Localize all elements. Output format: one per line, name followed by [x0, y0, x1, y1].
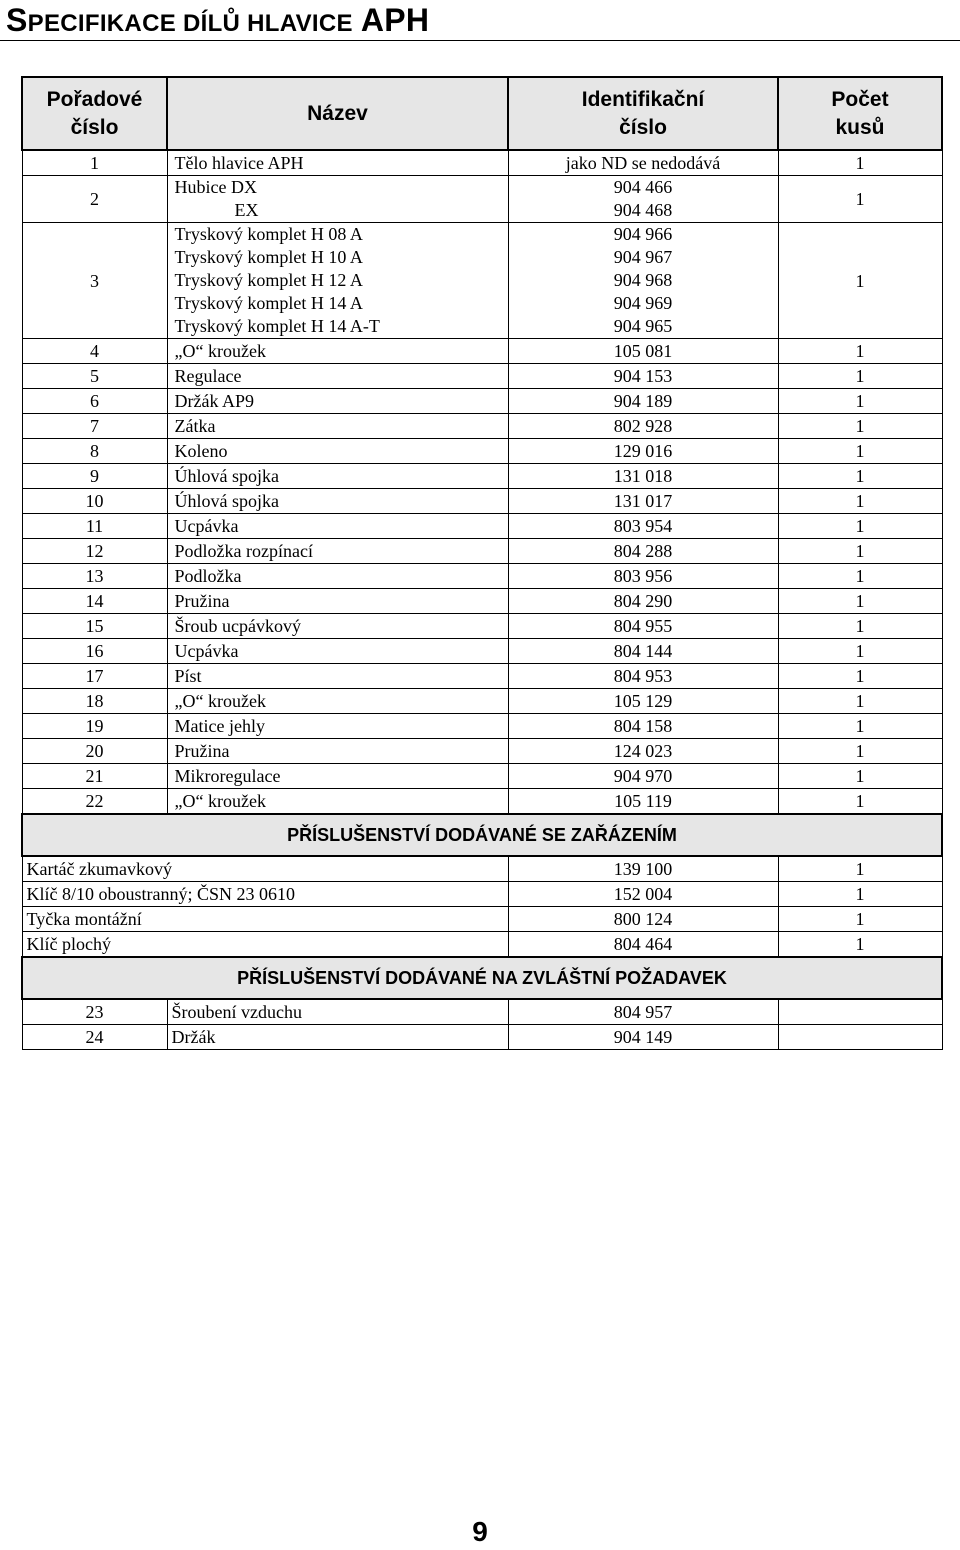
table-row: [22, 414, 942, 439]
row-qty: [778, 999, 942, 1025]
table-row: [22, 932, 942, 958]
row-number: 23: [22, 999, 167, 1025]
title-initial: S: [6, 2, 28, 38]
row-number: 5: [22, 364, 167, 389]
row-qty: 1: [778, 639, 942, 664]
table-row: [22, 764, 942, 789]
row-name: Podložka: [167, 564, 508, 589]
table-row: [22, 176, 942, 223]
row-qty: 1: [778, 150, 942, 176]
row-name: Šroubení vzduchu: [167, 999, 508, 1025]
row-qty: 1: [778, 539, 942, 564]
row-number: 20: [22, 739, 167, 764]
row-name: Koleno: [167, 439, 508, 464]
header-order-number: Pořadové číslo: [22, 77, 167, 150]
row-number: 19: [22, 714, 167, 739]
row-name: Zátka: [167, 414, 508, 439]
accessory-name: Klíč plochý: [22, 932, 508, 958]
accessory-name: Tyčka montážní: [22, 907, 508, 932]
page-number: 9: [472, 1516, 488, 1547]
row-id: 904 149: [508, 1025, 778, 1050]
table-row: [22, 150, 942, 176]
title-tail: APH: [360, 2, 430, 38]
row-id: 904 966 904 967 904 968 904 969 904 965: [508, 223, 778, 339]
row-number: 18: [22, 689, 167, 714]
table-row: [22, 589, 942, 614]
table-row: [22, 489, 942, 514]
table-header: [22, 77, 942, 150]
row-name: Pružina: [167, 739, 508, 764]
row-name: Šroub ucpávkový: [167, 614, 508, 639]
row-number: 24: [22, 1025, 167, 1050]
row-number: 11: [22, 514, 167, 539]
row-id: 904 466 904 468: [508, 176, 778, 223]
row-name: Ucpávka: [167, 514, 508, 539]
row-qty: 1: [778, 764, 942, 789]
row-id: 131 018: [508, 464, 778, 489]
row-name: Tryskový komplet H 08 A Tryskový komplet H 10 A Tryskový komplet H 12 A Tryskový komplet H 14 A Tryskový komplet H 14 A-T: [167, 223, 508, 339]
row-name: Úhlová spojka: [167, 489, 508, 514]
accessory-qty: 1: [778, 856, 942, 882]
row-number: 8: [22, 439, 167, 464]
table-row: [22, 614, 942, 639]
row-name: „O“ kroužek: [167, 689, 508, 714]
row-number: 15: [22, 614, 167, 639]
row-number: 1: [22, 150, 167, 176]
row-qty: [778, 1025, 942, 1050]
row-id: 105 119: [508, 789, 778, 815]
parts-table: [21, 76, 943, 1050]
table-row: [22, 1025, 942, 1050]
table-row: [22, 789, 942, 815]
row-id: 124 023: [508, 739, 778, 764]
row-name: „O“ kroužek: [167, 789, 508, 815]
accessory-name: Kartáč zkumavkový: [22, 856, 508, 882]
row-number: 22: [22, 789, 167, 815]
row-number: 7: [22, 414, 167, 439]
row-qty: 1: [778, 464, 942, 489]
table-row: [22, 907, 942, 932]
table-row: [22, 564, 942, 589]
row-qty: 1: [778, 614, 942, 639]
table-row: [22, 339, 942, 364]
title-rule: [0, 40, 960, 41]
row-number: 2: [22, 176, 167, 223]
row-qty: 1: [778, 489, 942, 514]
row-qty: 1: [778, 364, 942, 389]
header-quantity: Počet kusů: [778, 77, 942, 150]
row-id: 804 955: [508, 614, 778, 639]
row-number: 4: [22, 339, 167, 364]
row-qty: 1: [778, 564, 942, 589]
row-name: Pružina: [167, 589, 508, 614]
row-qty: 1: [778, 664, 942, 689]
table-row: [22, 539, 942, 564]
row-id: 804 144: [508, 639, 778, 664]
table-row: [22, 882, 942, 907]
row-name: Držák: [167, 1025, 508, 1050]
table-row: [22, 389, 942, 414]
accessory-id: 139 100: [508, 856, 778, 882]
section-header-on-request: [22, 957, 942, 999]
row-name: Matice jehly: [167, 714, 508, 739]
row-id: 904 153: [508, 364, 778, 389]
row-id: jako ND se nedodává: [508, 150, 778, 176]
row-name: Píst: [167, 664, 508, 689]
row-qty: 1: [778, 589, 942, 614]
row-qty: 1: [778, 389, 942, 414]
section-title: PŘÍSLUŠENSTVÍ DODÁVANÉ NA ZVLÁŠTNÍ POŽADAVEK: [22, 957, 942, 999]
table-row: [22, 714, 942, 739]
row-number: 17: [22, 664, 167, 689]
row-name: Hubice DX EX: [167, 176, 508, 223]
table-row: [22, 439, 942, 464]
row-number: 3: [22, 223, 167, 339]
row-number: 13: [22, 564, 167, 589]
section-header-included: [22, 814, 942, 856]
row-number: 6: [22, 389, 167, 414]
row-id: 804 953: [508, 664, 778, 689]
accessory-id: 152 004: [508, 882, 778, 907]
row-number: 9: [22, 464, 167, 489]
title-smallcaps: PECIFIKACE DÍLŮ HLAVICE: [27, 10, 353, 37]
table-row: [22, 464, 942, 489]
row-qty: 1: [778, 414, 942, 439]
row-name: Úhlová spojka: [167, 464, 508, 489]
row-id: 802 928: [508, 414, 778, 439]
row-qty: 1: [778, 789, 942, 815]
header-name: Název: [167, 77, 508, 150]
row-name: „O“ kroužek: [167, 339, 508, 364]
header-id-number: Identifikační číslo: [508, 77, 778, 150]
section-title: PŘÍSLUŠENSTVÍ DODÁVANÉ SE ZAŘÁZENÍM: [22, 814, 942, 856]
row-id: 804 957: [508, 999, 778, 1025]
row-id: 804 158: [508, 714, 778, 739]
row-qty: 1: [778, 689, 942, 714]
row-id: 105 129: [508, 689, 778, 714]
row-qty: 1: [778, 739, 942, 764]
row-qty: 1: [778, 339, 942, 364]
row-id: 129 016: [508, 439, 778, 464]
accessory-qty: 1: [778, 932, 942, 958]
accessory-qty: 1: [778, 882, 942, 907]
table-row: [22, 739, 942, 764]
row-qty: 1: [778, 514, 942, 539]
accessory-name: Klíč 8/10 oboustranný; ČSN 23 0610: [22, 882, 508, 907]
row-id: 131 017: [508, 489, 778, 514]
row-number: 12: [22, 539, 167, 564]
row-number: 14: [22, 589, 167, 614]
row-name: Mikroregulace: [167, 764, 508, 789]
row-id: 804 290: [508, 589, 778, 614]
row-name: Tělo hlavice APH: [167, 150, 508, 176]
table-row: [22, 689, 942, 714]
accessory-id: 800 124: [508, 907, 778, 932]
row-id: 904 970: [508, 764, 778, 789]
table-row: [22, 856, 942, 882]
table-row: [22, 639, 942, 664]
row-id: 803 954: [508, 514, 778, 539]
row-qty: 1: [778, 176, 942, 223]
table-row: [22, 664, 942, 689]
row-name: Podložka rozpínací: [167, 539, 508, 564]
row-qty: 1: [778, 439, 942, 464]
table-row: [22, 223, 942, 339]
row-number: 10: [22, 489, 167, 514]
row-qty: 1: [778, 714, 942, 739]
row-id: 904 189: [508, 389, 778, 414]
row-name: Ucpávka: [167, 639, 508, 664]
row-id: 804 288: [508, 539, 778, 564]
row-qty: 1: [778, 223, 942, 339]
page-title: [6, 2, 429, 42]
table-row: [22, 364, 942, 389]
table-row: [22, 999, 942, 1025]
row-name: Regulace: [167, 364, 508, 389]
row-number: 16: [22, 639, 167, 664]
row-number: 21: [22, 764, 167, 789]
row-id: 803 956: [508, 564, 778, 589]
table-row: [22, 514, 942, 539]
accessory-qty: 1: [778, 907, 942, 932]
accessory-id: 804 464: [508, 932, 778, 958]
row-id: 105 081: [508, 339, 778, 364]
row-name: Držák AP9: [167, 389, 508, 414]
